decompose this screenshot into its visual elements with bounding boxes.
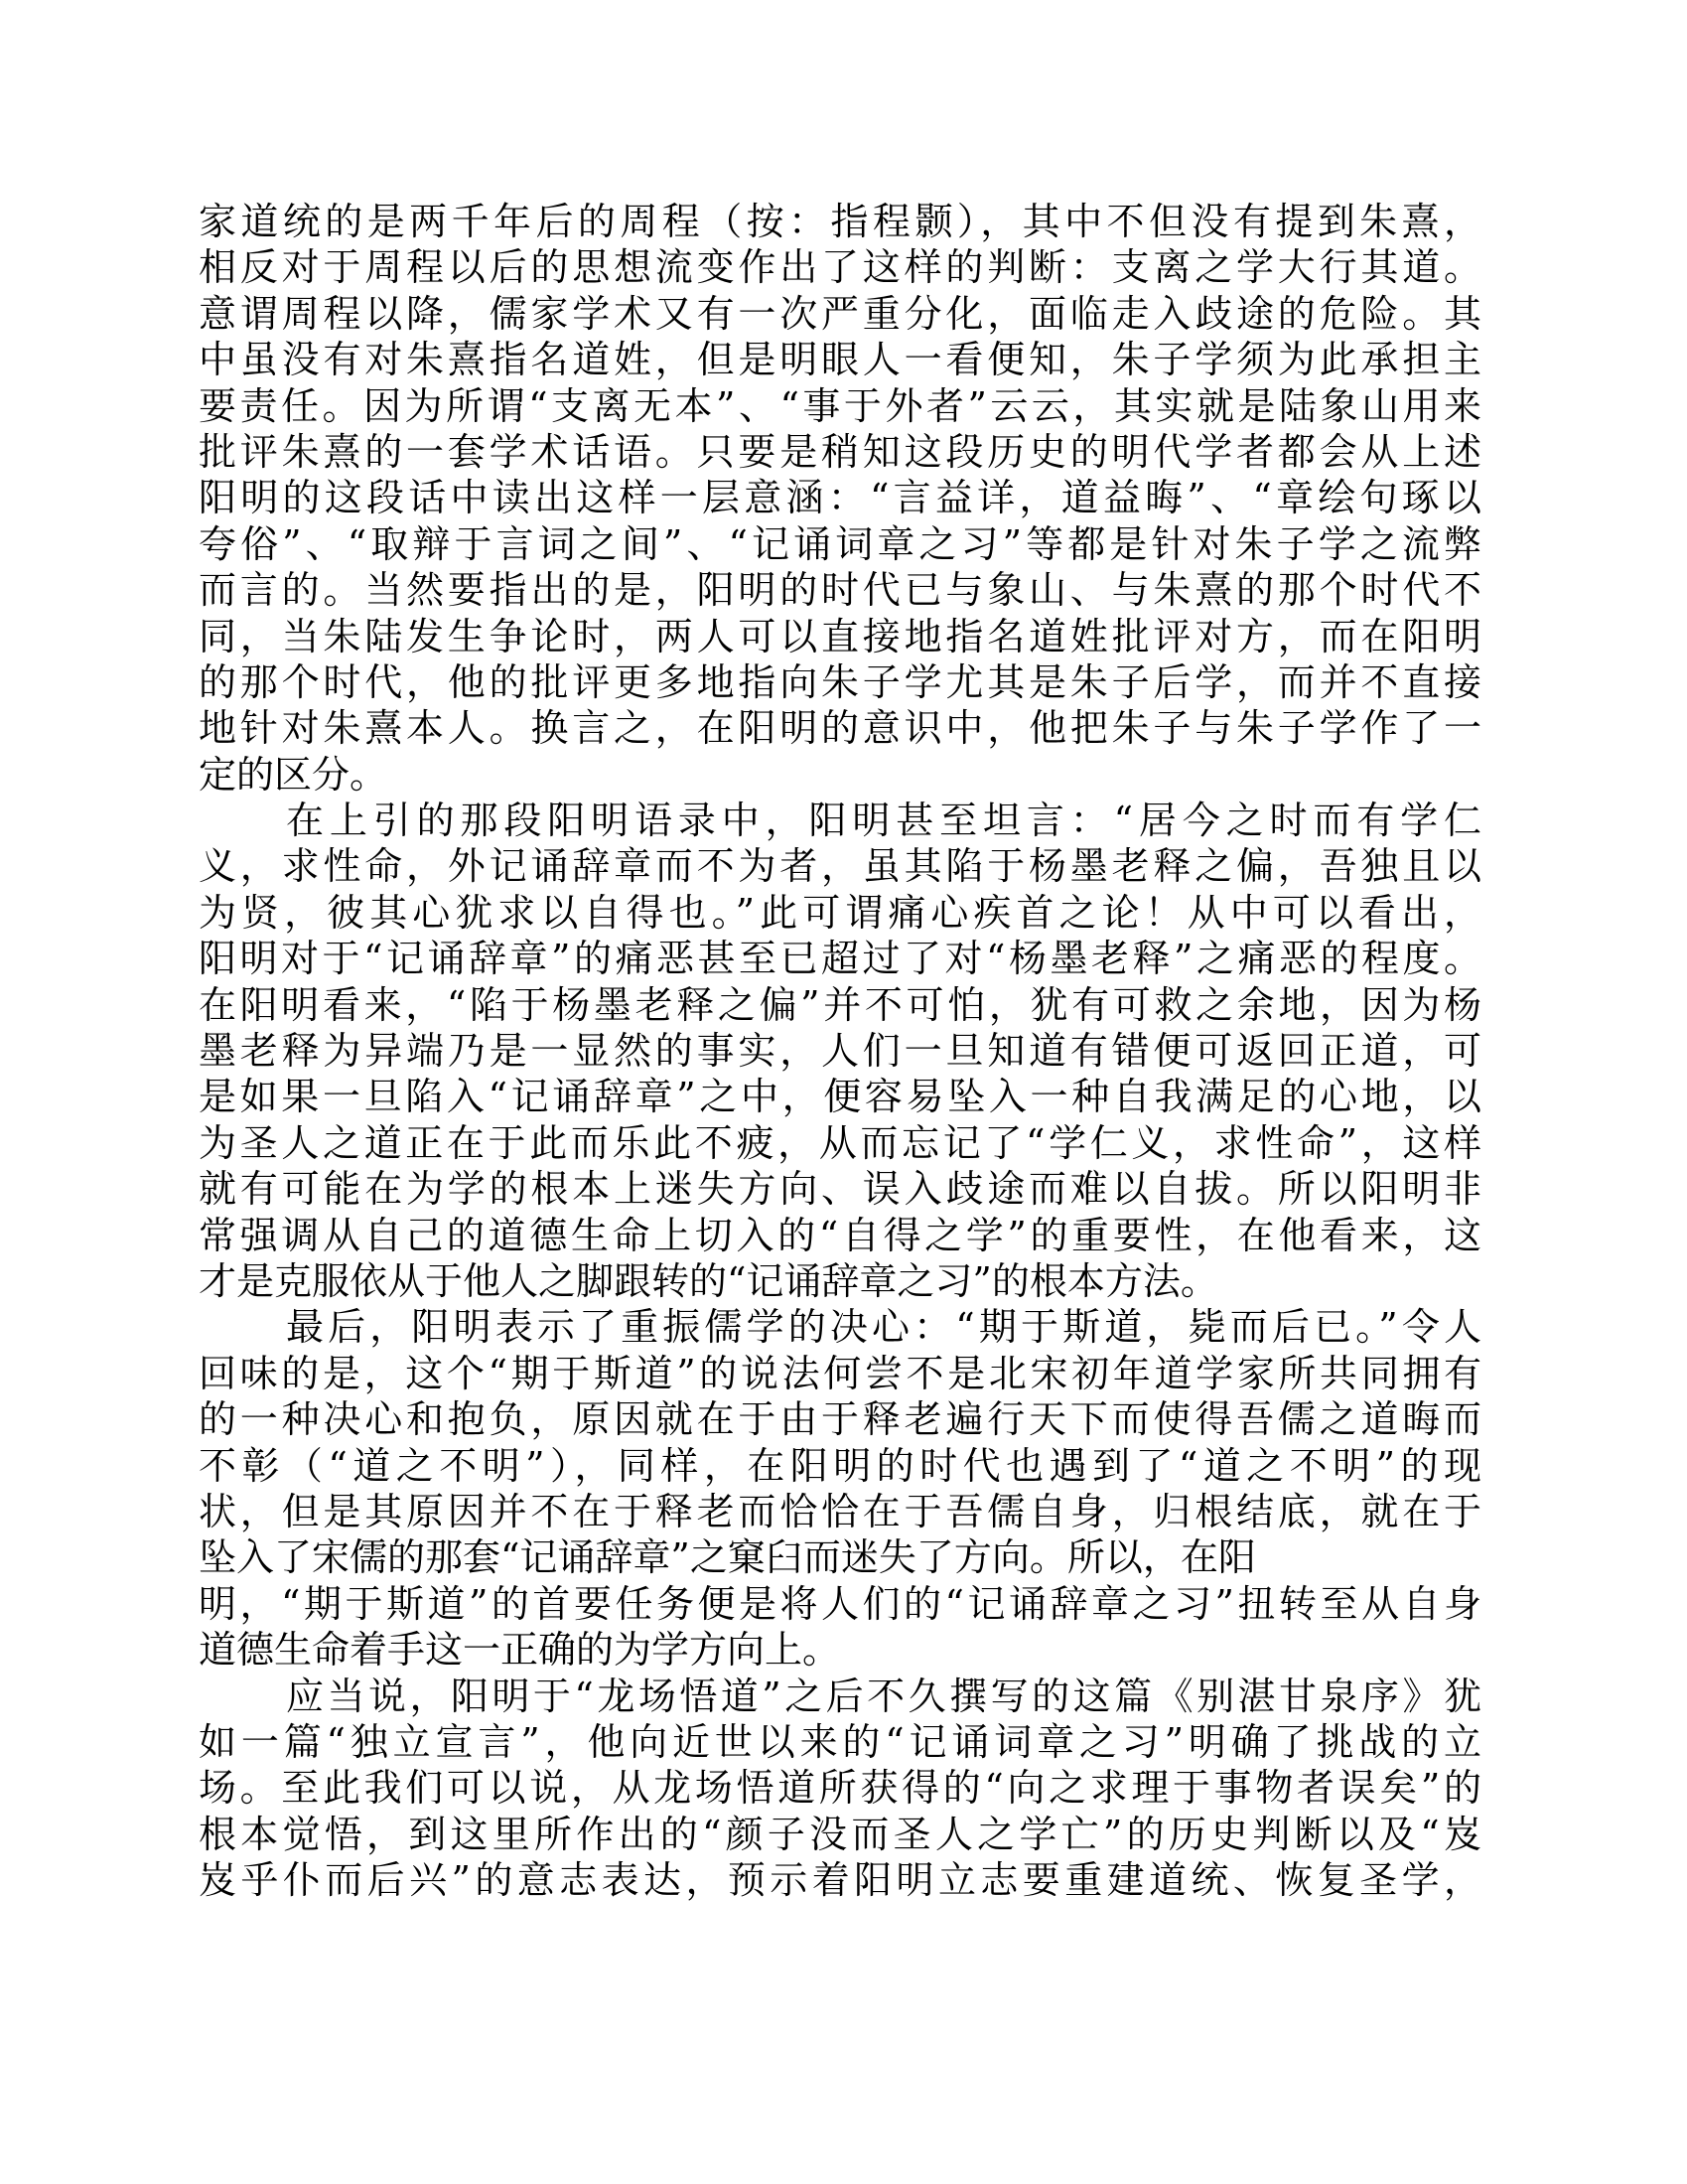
- text-line: 场。至此我们可以说，从龙场悟道所获得的“向之求理于事物者误矣”的: [199, 1766, 1481, 1811]
- text-line: 是如果一旦陷入“记诵辞章”之中，便容易坠入一种自我满足的心地，以: [199, 1075, 1481, 1119]
- text-line: 要责任。因为所谓“支离无本”、“事于外者”云云，其实就是陆象山用来: [199, 383, 1481, 428]
- text-line: 阳明的这段话中读出这样一层意涵：“言益详，道益晦”、“章绘句琢以: [199, 476, 1481, 520]
- text-line: 中虽没有对朱熹指名道姓，但是明眼人一看便知，朱子学须为此承担主: [199, 338, 1481, 382]
- text-line: 根本觉悟，到这里所作出的“颜子没而圣人之学亡”的历史判断以及“岌: [199, 1812, 1481, 1856]
- text-line: 回味的是，这个“期于斯道”的说法何尝不是北宋初年道学家所共同拥有: [199, 1351, 1481, 1395]
- text-line: 状，但是其原因并不在于释老而恰恰在于吾儒自身，归根结底，就在于: [199, 1489, 1481, 1533]
- text-line: 才是克服依从于他人之脚跟转的“记诵辞章之习”的根本方法。: [199, 1258, 1218, 1303]
- text-line: 相反对于周程以后的思想流变作出了这样的判断：支离之学大行其道。: [199, 245, 1481, 290]
- text-line: 在阳明看来，“陷于杨墨老释之偏”并不可怕，犹有可救之余地，因为杨: [199, 982, 1481, 1027]
- paragraph: [199, 1674, 1481, 1904]
- text-line: 意谓周程以降，儒家学术又有一次严重分化，面临走入歧途的危险。其: [199, 291, 1481, 336]
- document-page: [199, 199, 1481, 1903]
- text-line: 在上引的那段阳明语录中，阳明甚至坦言：“居今之时而有学仁: [286, 799, 1481, 843]
- text-line: 为圣人之道正在于此而乐此不疲，从而忘记了“学仁义，求性命”，这样: [199, 1120, 1481, 1165]
- text-line: 地针对朱熹本人。换言之，在阳明的意识中，他把朱子与朱子学作了一: [199, 706, 1481, 751]
- text-line: 常强调从自己的道德生命上切入的“自得之学”的重要性，在他看来，这: [199, 1213, 1481, 1257]
- paragraph: [199, 798, 1481, 1304]
- text-line: 应当说，阳明于“龙场悟道”之后不久撰写的这篇《别湛甘泉序》犹: [286, 1674, 1481, 1718]
- text-line: 夸俗”、“取辩于言词之间”、“记诵词章之习”等都是针对朱子学之流弊: [199, 521, 1481, 566]
- text-line: 家道统的是两千年后的周程（按：指程颢），其中不但没有提到朱熹，: [199, 200, 1481, 243]
- text-line: 岌乎仆而后兴”的意志表达，预示着阳明立志要重建道统、恢复圣学，: [199, 1858, 1481, 1903]
- text-line: 最后，阳明表示了重振儒学的决心：“期于斯道，毙而后已。”令人: [286, 1305, 1481, 1350]
- text-line: 为贤，彼其心犹求以自得也。”此可谓痛心疾首之论！从中可以看出，: [199, 890, 1481, 935]
- text-line: 如一篇“独立宣言”，他向近世以来的“记诵词章之习”明确了挑战的立: [199, 1719, 1481, 1764]
- text-line: 墨老释为异端乃是一显然的事实，人们一旦知道有错便可返回正道，可: [199, 1029, 1481, 1074]
- text-line: 而言的。当然要指出的是，阳明的时代已与象山、与朱熹的那个时代不: [199, 568, 1481, 613]
- text-line: 同，当朱陆发生争论时，两人可以直接地指名道姓批评对方，而在阳明: [199, 614, 1481, 658]
- text-line: 阳明对于“记诵辞章”的痛恶甚至已超过了对“杨墨老释”之痛恶的程度。: [199, 937, 1481, 981]
- text-line: 就有可能在为学的根本上迷失方向、误入歧途而难以自拔。所以阳明非: [199, 1167, 1481, 1212]
- text-line: 不彰（“道之不明”），同样，在阳明的时代也遇到了“道之不明”的现: [199, 1443, 1481, 1488]
- text-line: 批评朱熹的一套学术话语。只要是稍知这段历史的明代学者都会从上述: [199, 429, 1481, 474]
- text-line: 的那个时代，他的批评更多地指向朱子学尤其是朱子后学，而并不直接: [199, 659, 1481, 704]
- text-line: 坠入了宋儒的那套“记诵辞章”之窠臼而迷失了方向。所以，在阳: [199, 1535, 1256, 1580]
- text-line: 明，“期于斯道”的首要任务便是将人们的“记诵辞章之习”扭转至从自身: [199, 1581, 1481, 1626]
- text-line: 定的区分。: [199, 752, 388, 797]
- text-line: 义，求性命，外记诵辞章而不为者，虽其陷于杨墨老释之偏，吾独且以: [199, 844, 1481, 889]
- paragraph: [199, 1304, 1481, 1673]
- paragraph: [199, 199, 1481, 798]
- text-line: 道德生命着手这一正确的为学方向上。: [199, 1628, 841, 1673]
- text-line: 的一种决心和抱负，原因就在于由于释老遍行天下而使得吾儒之道晦而: [199, 1397, 1481, 1442]
